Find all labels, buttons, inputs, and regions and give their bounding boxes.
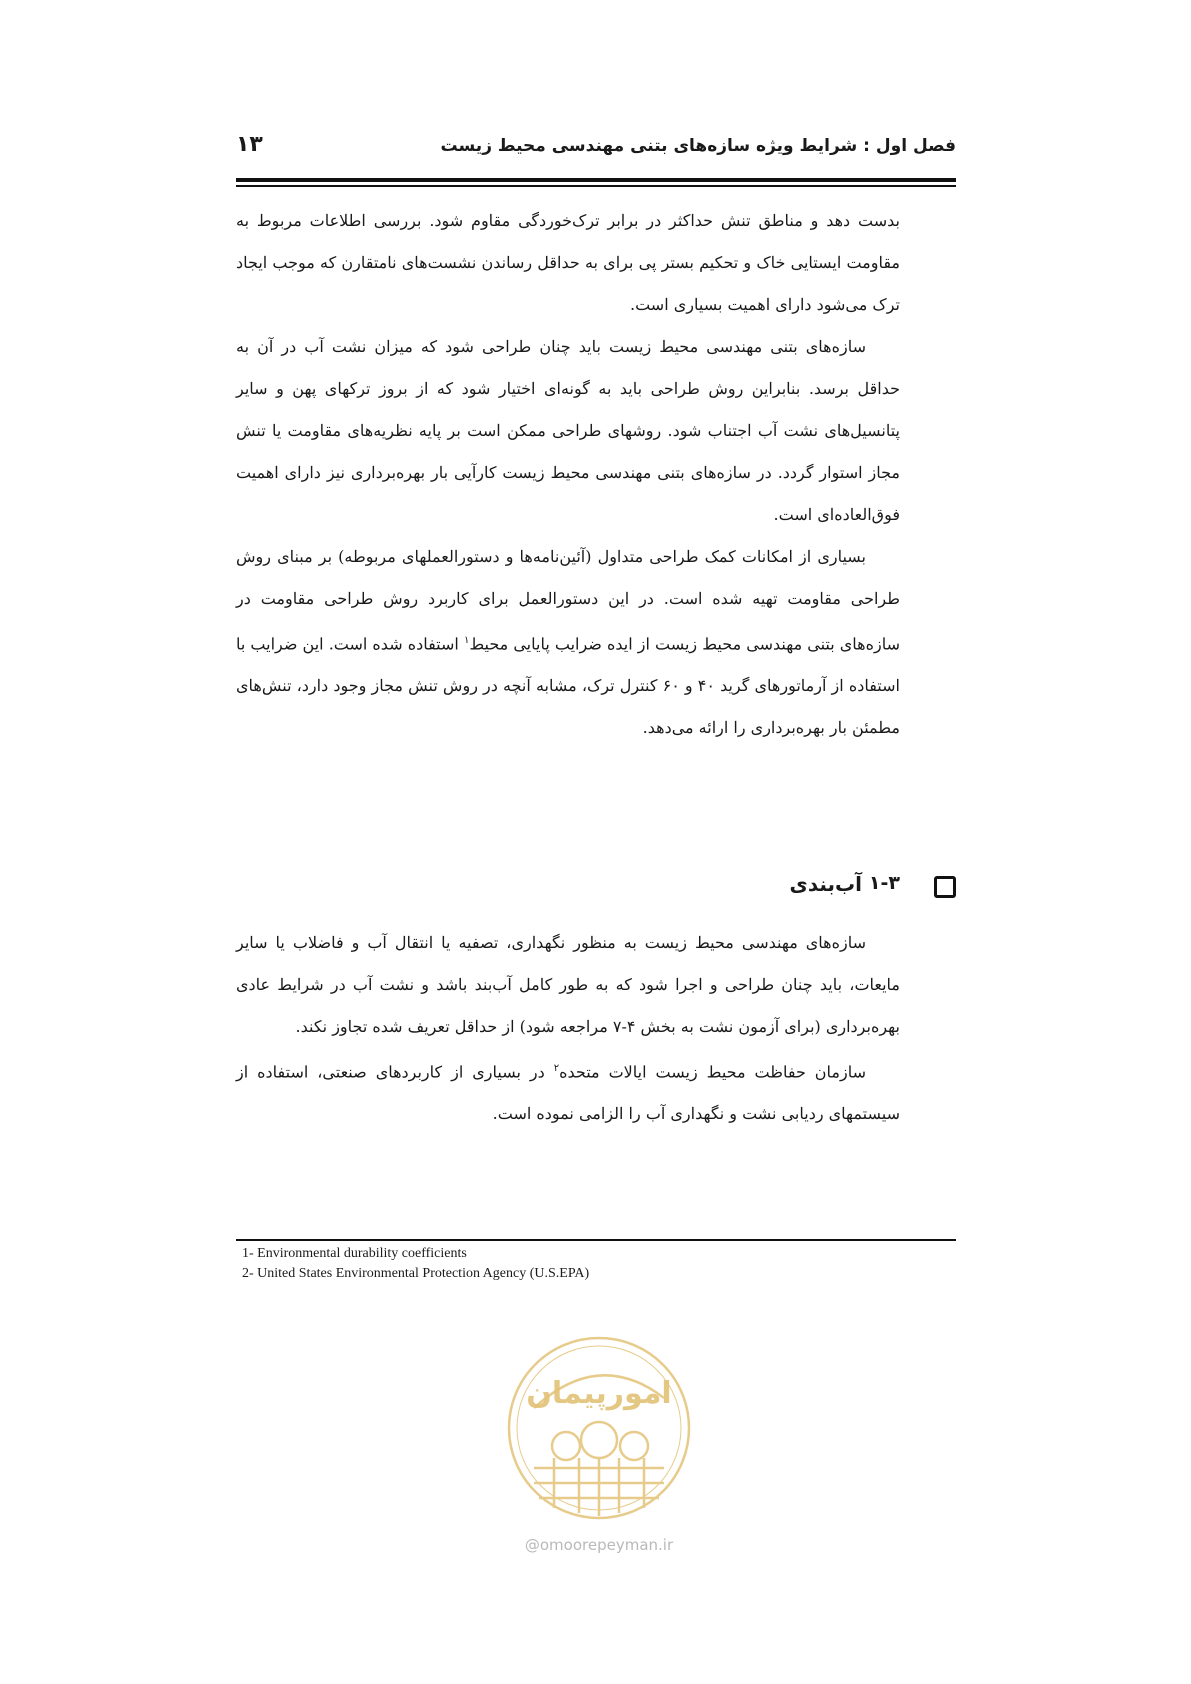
watermark-seal-icon [494, 1328, 704, 1558]
page-header [236, 132, 956, 166]
footnote-rule [236, 1239, 956, 1241]
paragraph-text: سازمان حفاظت محیط زیست ایالات متحده [559, 1062, 867, 1082]
footnote-marker: ۱ [463, 635, 470, 646]
footnote-marker: ۲ [553, 1063, 560, 1074]
square-bullet-icon [934, 876, 956, 898]
header-rule-thin [236, 185, 956, 187]
paragraph-text: بسیاری از امکانات کمک طراحی متداول (آئین‌نامه‌ها و دستورالعملهای مربوطه) بر مبنای روش طراحی مقاومت تهیه شده است. در این دستورالعمل برای کاربرد روش طراحی مقاومت در سازه‌های بتنی مهندسی محیط زیست از ایده ضرایب پایایی محیط [236, 547, 900, 654]
watermark-logo-text: امورپیمان [526, 1376, 672, 1411]
paragraph-text: در بسیاری از کاربردهای صنعتی، استفاده از سیستمهای ردیابی نشت و نگهداری آب را الزامی نموده است. [236, 1062, 900, 1124]
paragraph: سازه‌های بتنی مهندسی محیط زیست باید چنان طراحی شود که میزان نشت آب در آن به حداقل برسد. بنابراین روش طراحی باید به گونه‌ای اختیار شود که از بروز ترکهای پهن و سایر پتانسیل‌های نشت آب اجتناب شود. روشهای طراحی ممکن است بر پایه نظریه‌های مقاومت یا تنش مجاز استوار گردد. در سازه‌های بتنی مهندسی محیط زیست کارآیی بار بهره‌برداری نیز دارای اهمیت فوق‌العاده‌ای است. [236, 337, 901, 524]
footnote: 2- United States Environmental Protection Agency (U.S.EPA) [242, 1266, 590, 1281]
paragraph: سازه‌های مهندسی محیط زیست به منظور نگهداری، تصفیه یا انتقال آب و فاضلاب یا سایر مایعات، باید چنان طراحی و اجرا شود که به طور کامل آب‌بند باشد و نشت آب در شرایط عادی بهره‌برداری (برای آزمون نشت به بخش ۴-۷ مراجعه شود) از حداقل تعریف شده تجاوز نکند. [236, 933, 900, 1036]
body-text-top [236, 200, 900, 749]
footnotes [242, 1244, 589, 1284]
paragraph: بدست دهد و مناطق تنش حداکثر در برابر ترک‌خوردگی مقاوم شود. بررسی اطلاعات مربوط به مقاومت ایستایی خاک و تحکیم بستر پی برای به حداقل رساندن نشست‌های نامتقارن که موجب ایجاد ترک می‌شود دارای اهمیت بسیاری است. [236, 211, 900, 314]
section-heading [236, 872, 956, 906]
footnote: 1- Environmental durability coefficients [242, 1246, 467, 1261]
paragraph [236, 1048, 900, 1135]
header-rule-thick [236, 178, 956, 182]
section-title: آب‌بندی [789, 872, 862, 896]
watermark-url: @omoorepeyman.ir [524, 1536, 674, 1554]
chapter-title: فصل اول : شرایط ویژه سازه‌های بتنی مهندسی محیط زیست [440, 136, 956, 156]
watermark-logo [494, 1328, 704, 1558]
body-text-bottom [236, 922, 900, 1135]
page-number: ۱۳ [236, 132, 263, 157]
paragraph [236, 536, 900, 749]
paragraph-text: استفاده شده است. این ضرایب با استفاده از آرماتورهای گرید ۴۰ و ۶۰ کنترل ترک، مشابه آنچه در روش تنش مجاز وجود دارد، تنش‌های مطمئن بار بهره‌برداری را ارائه می‌دهد. [236, 634, 900, 738]
section-number: ۱-۳ [868, 872, 900, 894]
